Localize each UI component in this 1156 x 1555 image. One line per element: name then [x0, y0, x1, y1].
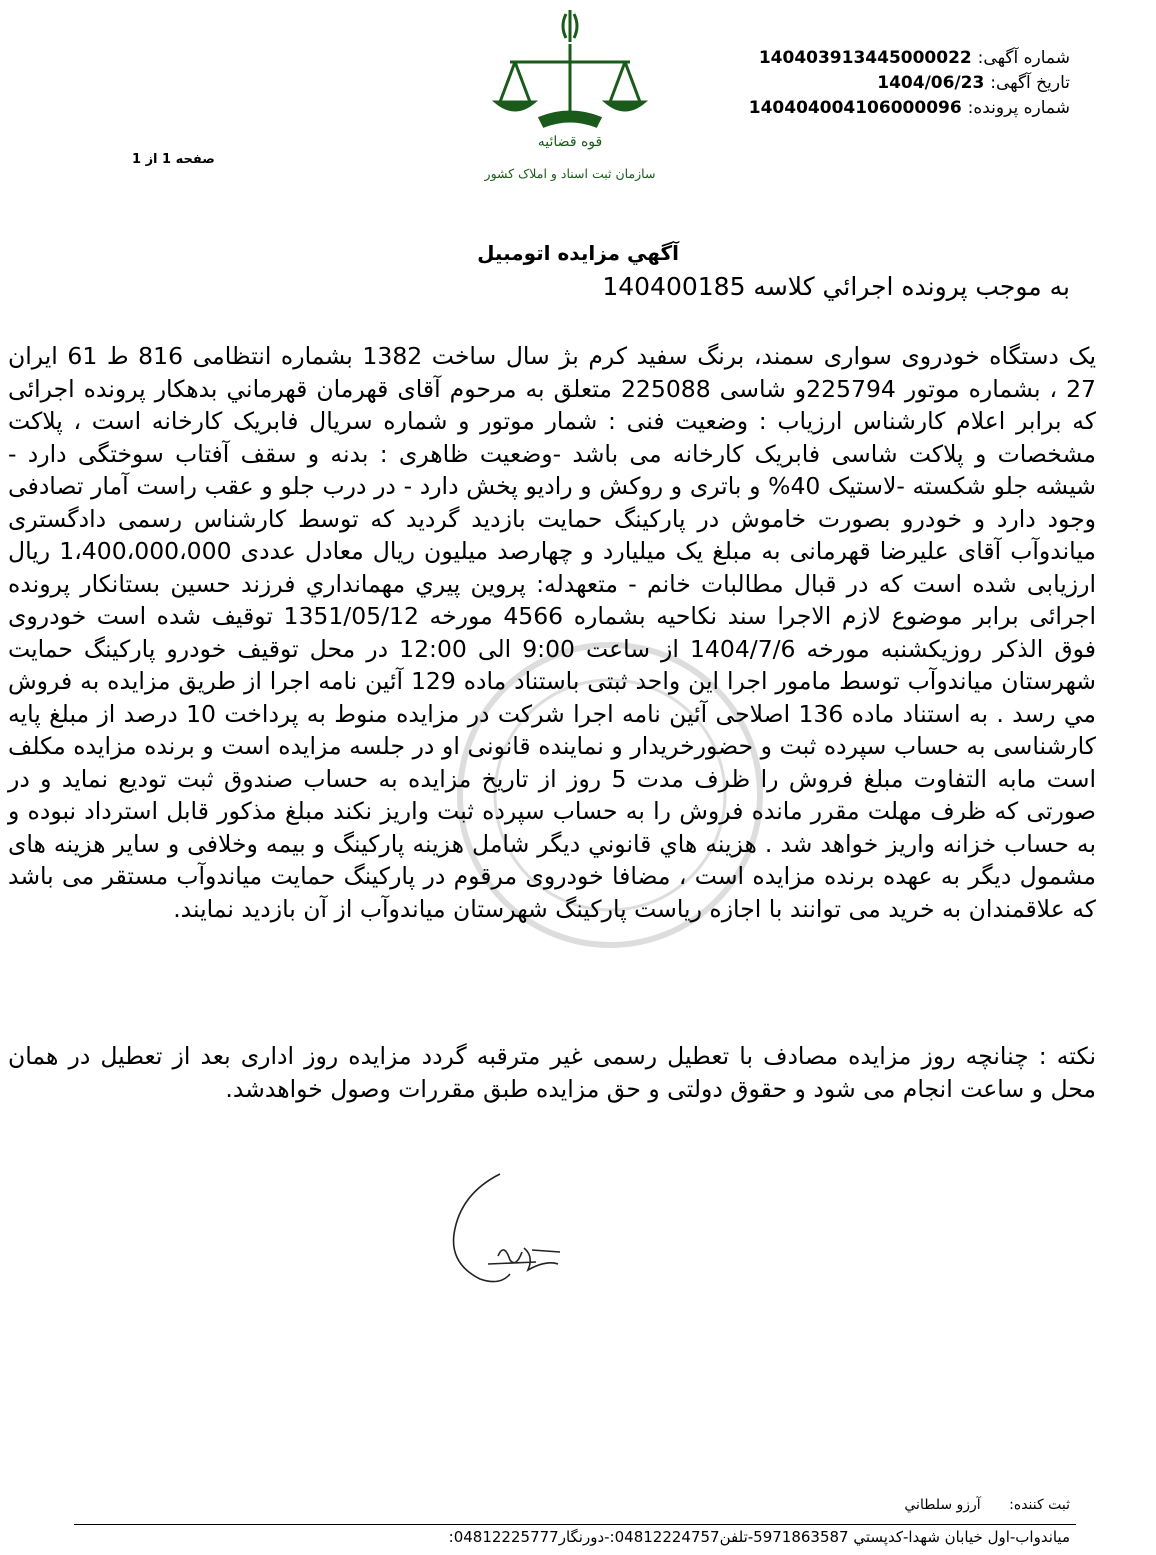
file-number: 140404004106000096 [748, 98, 962, 118]
judiciary-emblem-icon [470, 6, 670, 196]
ad-date: 1404/06/23 [877, 73, 985, 93]
emblem-caption-1: قوه قضائیه [537, 134, 603, 150]
ad-number-label: شماره آگهی: [977, 48, 1070, 68]
footer-divider [74, 1524, 1076, 1525]
ad-number: 140403913445000022 [758, 48, 972, 68]
page-number: صفحه 1 از 1 [132, 152, 215, 167]
signature-icon [440, 1164, 600, 1294]
header-meta [749, 46, 1070, 121]
file-number-row [749, 96, 1070, 121]
auction-body-text: یک دستگاه خودروی سواری سمند، برنگ سفید کرم بژ سال ساخت 1382 بشماره انتظامی 816 ط 61 ایران 27 ، بشماره موتور 225794و شاسی 225088 متعلق به مرحوم آقای قهرمان قهرماني بدهکار پرونده اجرائی که برابر اعلام کارشناس ارزیاب : وضعیت فنی : شمار موتور و شماره سریال فابریک کارخانه است ، پلاکت مشخصات و پلاکت شاسی فابریک کارخانه می باشد -وضعیت ظاهری : بدنه و سقف آفتاب سوختگی دارد - شیشه جلو شکسته -لاستیک 40% و باتری و روکش و رادیو پخش دارد - در درب جلو و عقب راست آمار تصادفی وجود دارد و خودرو بصورت خاموش در پارکینگ حمایت بازدید گردید که توسط کارشناس رسمی دادگستری میاندوآب آقای علیرضا قهرمانی به مبلغ یک میلیارد و چهارصد میلیون ریال معادل عددی 1،400،000،000 ریال ارزیابی شده است که در قبال مطالبات خانم - متعهدله: پروین پيري مهمانداري فرزند حسين بستانكار پرونده اجرائی برابر موضوع لازم الاجرا سند نكاحيه بشماره 4566 مورخه 1351/05/12 توقیف شده است خودروی فوق الذکر روزیکشنبه مورخه 1404/7/6 از ساعت 9:00 الی 12:00 در محل توقیف خودرو پارکینگ حمایت شهرستان میاندوآب توسط مامور اجرا این واحد ثبتی باستناد ماده 129 آئین نامه اجرا از طريق مزايده به فروش مي رسد . به استناد ماده 136 اصلاحی آئین نامه اجرا شرکت در مزایده منوط به پرداخت 10 درصد از مبلغ پایه کارشناسی به حساب سپرده ثبت و حضورخریدار و نماینده قانونی او در جلسه مزایده است و برنده مزایده مکلف است مابه التفاوت مبلغ فروش را ظرف مدت 5 روز از تاریخ مزایده به حساب صندوق ثبت تودیع نماید و در صورتی که ظرف مهلت مقرر مانده فروش را به حساب سپرده ثبت واریز نکند مبلغ مذکور قابل استرداد نبوده و به حساب خزانه واریز خواهد شد . هزينه هاي قانوني ديگر شامل هزینه پارکینگ و بیمه وخلافی و سایر هزینه های مشمول دیگر به عهده برنده مزایده است ، مضافا خودروی مرقوم در پارکینگ حمایت میاندوآب مستقر می باشد که علاقمندان به خرید می توانند با اجازه ریاست پارکینگ شهرستان میاندوآب از آن بازدید نمایند. [8, 342, 1097, 923]
file-class-line: به موجب پرونده اجرائي كلاسه 140400185 [602, 272, 1070, 301]
registrar [904, 1497, 1070, 1513]
emblem-caption-2: سازمان ثبت اسناد و املاک کشور [484, 166, 656, 181]
ad-date-label: تاریخ آگهی: [990, 73, 1070, 93]
ad-date-row [749, 71, 1070, 96]
footer-contact: میاندواب-اول خیابان شهدا-کدپستي 5971863587-تلفن04812224757:-دورنگار04812225777: [448, 1528, 1070, 1546]
registrar-name: آرزو سلطاني [904, 1497, 981, 1513]
page-title: آگهي مزايده اتومبيل [477, 241, 679, 265]
file-number-label: شماره پرونده: [967, 98, 1070, 118]
registrar-label: ثبت كننده: [1009, 1497, 1070, 1513]
auction-note: نکته : چنانچه روز مزایده مصادف با تعطیل رسمی غیر مترقبه گردد مزایده روز اداری بعد از تعطیل در همان محل و ساعت انجام می شود و حقوق دولتی و حق مزایده طبق مقررات وصول خواهدشد. [8, 1042, 1096, 1103]
ad-number-row [749, 46, 1070, 71]
